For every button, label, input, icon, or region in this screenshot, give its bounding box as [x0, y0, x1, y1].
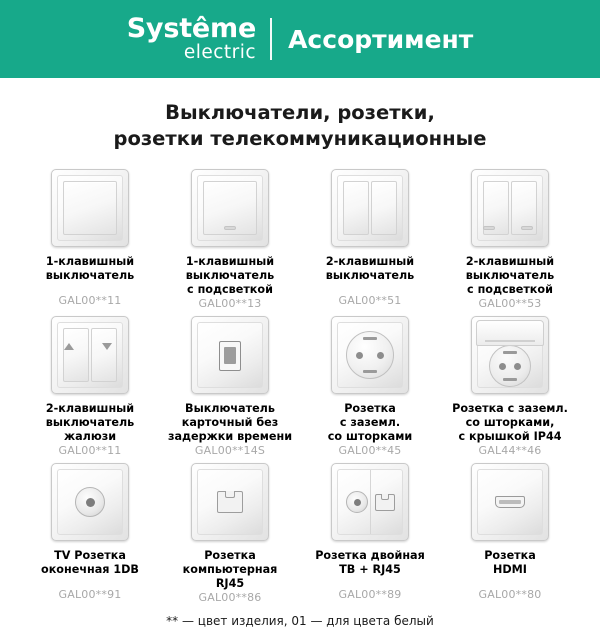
product-code: GAL00**89: [338, 588, 402, 602]
product-card: [300, 312, 440, 457]
product-name: [183, 549, 278, 590]
product-name-line-1: 2-клавишный: [325, 255, 415, 269]
brand-name-bottom: electric: [183, 42, 257, 64]
product-name-line-1: Розетка: [204, 549, 256, 563]
product-name-line-1: Розетка двойная: [315, 549, 425, 563]
product-name-line-1: 1-клавишный: [45, 255, 135, 269]
brand-logo: [127, 15, 270, 63]
product-image: [471, 459, 549, 545]
product-image: [191, 459, 269, 545]
product-code: GAL00**80: [478, 588, 542, 602]
product-name-line-3: жалюзи: [63, 429, 117, 443]
product-name-line-1: Розетка с заземл.: [452, 402, 568, 416]
product-image: [51, 165, 129, 251]
product-name-line-1: Розетка: [484, 549, 536, 563]
product-name: [186, 255, 274, 296]
product-name-line-1: 2-клавишный: [45, 402, 135, 416]
product-name: [326, 255, 414, 293]
product-code: GAL00**91: [58, 588, 122, 602]
product-name: [168, 402, 292, 443]
product-image: [51, 459, 129, 545]
product-name: [41, 549, 139, 587]
product-name-line-3: задержки времени: [167, 429, 293, 443]
product-name-line-1: TV Розетка: [54, 549, 126, 563]
product-card: [440, 165, 580, 310]
product-name-line-1: 2-клавишный: [465, 255, 555, 269]
card-switch-icon: [191, 316, 269, 394]
product-name: [452, 402, 568, 443]
product-name-line-2: HDMI: [493, 563, 527, 577]
page-header: [0, 0, 600, 78]
product-card: [440, 312, 580, 457]
hdmi-socket-icon: [471, 463, 549, 541]
product-card: [20, 165, 160, 310]
product-image: [331, 459, 409, 545]
switch-1-gang-illuminated-icon: [191, 169, 269, 247]
header-title: Ассортимент: [288, 24, 474, 54]
product-card: [300, 165, 440, 310]
product-name-line-3: с подсветкой: [467, 282, 553, 296]
tv-rj45-double-socket-icon: [331, 463, 409, 541]
blinds-switch-icon: [51, 316, 129, 394]
product-grid: [20, 165, 580, 604]
product-name-line-3: с крышкой IP44: [458, 429, 562, 443]
product-card: [300, 459, 440, 604]
product-name: [484, 549, 536, 587]
product-name-line-3: RJ45: [215, 576, 245, 590]
product-code: GAL00**45: [338, 444, 402, 458]
product-name-line-2: выключатель: [45, 416, 135, 430]
product-card: [20, 312, 160, 457]
brand-name-top: Systême: [126, 13, 257, 45]
product-name-line-1: Выключатель: [185, 402, 275, 416]
product-code: GAL00**11: [58, 444, 122, 458]
product-image: [51, 312, 129, 398]
product-image: [471, 165, 549, 251]
switch-2-gang-icon: [331, 169, 409, 247]
product-name-line-2: выключатель: [465, 269, 555, 283]
header-divider: [270, 18, 272, 60]
switch-2-gang-illuminated-icon: [471, 169, 549, 247]
product-image: [191, 312, 269, 398]
product-name-line-2: выключатель: [45, 269, 135, 283]
tv-socket-icon: [51, 463, 129, 541]
product-code: GAL44**46: [478, 444, 542, 458]
product-code: GAL00**53: [478, 297, 542, 311]
page-title-line-1: Выключатели, розетки,: [165, 101, 435, 124]
header-inner: [127, 0, 474, 78]
product-name-line-2: TВ + RJ45: [339, 563, 401, 577]
product-card: [160, 459, 300, 604]
product-card: [440, 459, 580, 604]
socket-ip44-lid-icon: [471, 316, 549, 394]
socket-earth-shutters-icon: [331, 316, 409, 394]
product-name: [46, 402, 134, 443]
product-card: [160, 312, 300, 457]
product-code: GAL00**86: [198, 591, 262, 605]
product-name: [315, 549, 425, 587]
product-name-line-2: со шторками,: [465, 416, 555, 430]
product-name-line-2: компьютерная: [182, 563, 278, 577]
product-name-line-2: выключатель: [185, 269, 275, 283]
product-name-line-2: выключатель: [325, 269, 415, 283]
product-image: [471, 312, 549, 398]
product-name-line-3: с подсветкой: [187, 282, 273, 296]
page-title-line-2: розетки телекоммуникационные: [113, 126, 487, 150]
product-code: GAL00**11: [58, 294, 122, 308]
product-image: [191, 165, 269, 251]
product-code: GAL00**51: [338, 294, 402, 308]
product-code: GAL00**14S: [194, 444, 266, 458]
product-image: [331, 165, 409, 251]
product-image: [331, 312, 409, 398]
product-name-line-2: оконечная 1DB: [41, 563, 139, 577]
switch-1-gang-icon: [51, 169, 129, 247]
page-title: [0, 100, 600, 151]
product-card: [20, 459, 160, 604]
product-name: [466, 255, 554, 296]
product-name-line-1: Розетка: [344, 402, 396, 416]
product-card: [160, 165, 300, 310]
product-name-line-1: 1-клавишный: [185, 255, 275, 269]
product-name-line-2: с заземл.: [339, 416, 401, 430]
product-name: [46, 255, 134, 293]
product-code: GAL00**13: [198, 297, 262, 311]
product-name: [328, 402, 412, 443]
product-name-line-3: со шторками: [327, 429, 413, 443]
rj45-socket-icon: [191, 463, 269, 541]
product-name-line-2: карточный без: [181, 416, 279, 430]
footnote: ** — цвет изделия, 01 — для цвета белый: [166, 614, 434, 628]
